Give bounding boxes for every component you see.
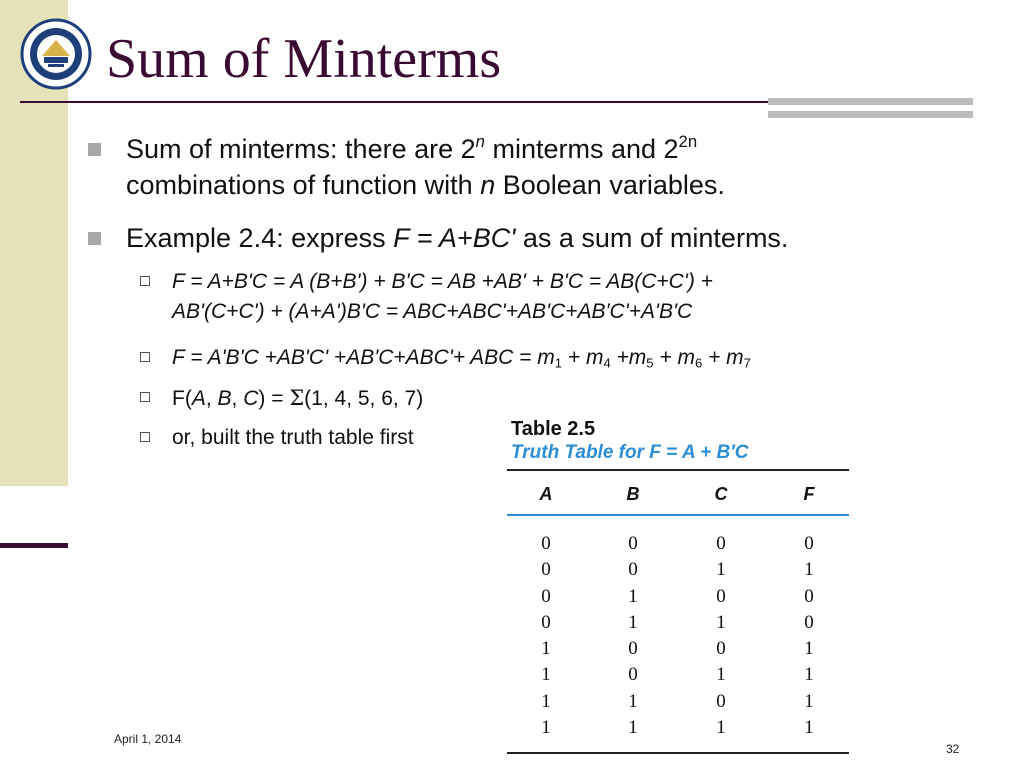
- table-cell: 0: [541, 559, 551, 581]
- header-b: B: [626, 484, 640, 504]
- table-cell: 0: [804, 585, 814, 607]
- bullet-text: Sum of minterms: there are 2$^n$ minterms and $2^{2n}$ combinations of function with n Boolean variables.: [126, 132, 725, 200]
- sub-bullet-text: F = A+B'C = A (B+B') + B'C = AB +AB' + B'C = AB(C+C') + AB'(C+C') + (A+A')B'C = ABC+ABC'+AB'C+AB'C'+A'B'C: [172, 270, 713, 323]
- table-cell: 0: [716, 690, 726, 712]
- university-seal-icon: [20, 18, 92, 90]
- square-bullet-icon: [88, 232, 101, 245]
- table-cell: 0: [628, 664, 638, 686]
- table-cell: 1: [804, 664, 814, 686]
- table-cell: 0: [716, 638, 726, 660]
- sub-bullet-minterms: [140, 343, 970, 373]
- table-cell: 1: [541, 690, 551, 712]
- title-accent-bar-2: [768, 111, 973, 118]
- table-cell: 1: [628, 611, 638, 633]
- table-cell: 0: [628, 638, 638, 660]
- table-bottom-rule: [507, 752, 849, 754]
- bullet-text: Example 2.4: express F = A+BC' as a sum of minterms.: [126, 223, 789, 253]
- table-cell: 1: [541, 664, 551, 686]
- truth-table: [505, 416, 849, 754]
- table-cell: 0: [804, 611, 814, 633]
- side-dash-accent: [0, 543, 68, 548]
- header-f: F: [803, 484, 815, 504]
- column-f: [794, 531, 824, 741]
- table-cell: 0: [541, 611, 551, 633]
- hollow-square-bullet-icon: [140, 432, 150, 442]
- sub-bullet-expansion: [140, 267, 970, 327]
- page-number: 32: [946, 742, 960, 756]
- table-cell: 1: [541, 717, 551, 739]
- table-cell: 1: [804, 559, 814, 581]
- table-cell: 1: [804, 690, 814, 712]
- table-cell: 1: [716, 664, 726, 686]
- hollow-square-bullet-icon: [140, 352, 150, 362]
- column-c: [706, 531, 736, 741]
- sub-bullet-sigma: [140, 383, 970, 414]
- table-caption: Truth Table for F = A + B′C: [511, 442, 749, 463]
- hollow-square-bullet-icon: [140, 392, 150, 402]
- title-accent-bar: [768, 98, 973, 105]
- bullet-example: [88, 220, 978, 256]
- table-cell: 0: [716, 533, 726, 554]
- square-bullet-icon: [88, 143, 101, 156]
- header-c: C: [714, 484, 728, 504]
- table-cell: 1: [628, 585, 638, 607]
- hollow-square-bullet-icon: [140, 276, 150, 286]
- table-number: Table 2.5: [511, 418, 596, 440]
- sub-bullet-text: or, built the truth table first: [172, 426, 414, 449]
- header-a: A: [539, 484, 553, 504]
- table-cell: 1: [541, 638, 551, 660]
- table-cell: 0: [628, 533, 638, 554]
- table-cell: 0: [541, 533, 551, 554]
- column-a: [531, 531, 561, 741]
- sub-bullet-text: F = A'B'C +AB'C' +AB'C+ABC'+ ABC = $m_1 + m_4 +m_5 + m_6 + m_7$: [172, 346, 751, 371]
- table-top-rule: [507, 469, 849, 471]
- sub-bullet-text: F(A, B, C) = Σ(1, 4, 5, 6, 7): [172, 386, 424, 410]
- table-cell: 0: [804, 533, 814, 554]
- table-cell: 1: [628, 690, 638, 712]
- table-cell: 1: [804, 638, 814, 660]
- column-b: [618, 531, 648, 741]
- table-header-rule: [507, 514, 849, 516]
- slide-title: Sum of Minterms: [106, 28, 502, 90]
- table-cell: 1: [716, 559, 726, 581]
- bullet-sum-of-minterms: [88, 131, 978, 203]
- table-cell: 0: [628, 559, 638, 581]
- table-cell: 1: [804, 717, 814, 739]
- table-cell: 0: [716, 585, 726, 607]
- table-cell: 1: [716, 717, 726, 739]
- table-cell: 1: [628, 717, 638, 739]
- table-cell: 0: [541, 585, 551, 607]
- table-cell: 1: [716, 611, 726, 633]
- footer-date: April 1, 2014: [114, 732, 182, 746]
